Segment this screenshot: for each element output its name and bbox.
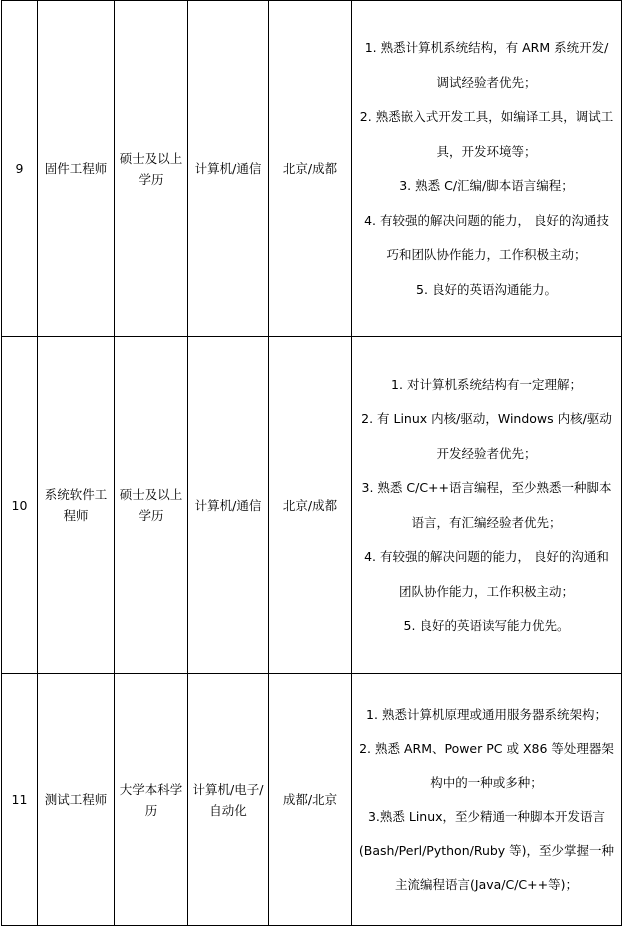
education-line: 大学本科学 <box>119 781 183 797</box>
job-title-line: 程师 <box>63 508 89 523</box>
major-line: 自动化 <box>209 802 247 818</box>
requirement-line: 5. 良好的英语读写能力优先。 <box>403 618 570 634</box>
major-line: 计算机/通信 <box>194 497 262 513</box>
education-line: 学历 <box>138 171 164 187</box>
location-line: 成都/北京 <box>282 792 338 807</box>
job-title <box>38 674 115 926</box>
job-title-line: 测试工程师 <box>44 792 108 807</box>
location-line: 北京/成都 <box>282 497 338 513</box>
requirement-line: 1. 熟悉计算机系统结构，有 ARM 系统开发/ <box>364 40 609 56</box>
requirement-line: 2. 熟悉嵌入式开发工具，如编译工具，调试工 <box>359 109 614 125</box>
education-line: 学历 <box>138 508 164 523</box>
requirement-line: (Bash/Perl/Python/Ruby 等)，至少掌握一种 <box>358 843 615 858</box>
education-line: 硕士及以上 <box>119 487 183 502</box>
requirement-line: 团队协作能力，工作积极主动； <box>398 583 574 599</box>
requirement-line: 开发经验者优先； <box>436 445 537 461</box>
job-title-line: 系统软件工 <box>44 487 108 502</box>
education-requirement <box>115 674 188 926</box>
job-requirements <box>352 337 622 674</box>
requirement-line: 2. 熟悉 ARM、Power PC 或 X86 等处理器架 <box>359 741 614 756</box>
table-row <box>2 1 622 337</box>
location-line: 北京/成都 <box>282 161 338 176</box>
table-row <box>2 337 622 674</box>
education-line: 硕士及以上 <box>119 150 183 166</box>
requirement-line: 1. 对计算机系统结构有一定理解； <box>391 376 582 392</box>
requirement-line: 3. 熟悉 C/汇编/脚本语言编程； <box>399 178 574 194</box>
requirement-line: 4. 有较强的解决问题的能力， 良好的沟通和 <box>364 549 609 565</box>
requirement-line: 1. 熟悉计算机原理或通用服务器系统架构； <box>366 707 607 722</box>
work-location <box>269 1 352 337</box>
work-location <box>269 337 352 674</box>
requirement-line: 3. 熟悉 C/C++语言编程，至少熟悉一种脚本 <box>361 480 612 496</box>
major-requirement <box>188 674 269 926</box>
job-title <box>38 337 115 674</box>
job-requirements <box>352 674 622 926</box>
requirement-line: 4. 有较强的解决问题的能力， 良好的沟通技 <box>364 212 609 228</box>
major-requirement <box>188 1 269 337</box>
requirement-line: 语言，有汇编经验者优先； <box>411 514 562 530</box>
requirement-line: 5. 良好的英语沟通能力。 <box>416 281 557 297</box>
job-title-line: 固件工程师 <box>44 161 108 176</box>
job-title <box>38 1 115 337</box>
row-number: 10 <box>2 337 38 674</box>
job-requirements <box>352 1 622 337</box>
row-number: 9 <box>2 1 38 337</box>
requirement-line: 3.熟悉 Linux，至少精通一种脚本开发语言 <box>367 809 606 824</box>
requirement-line: 2. 有 Linux 内核/驱动，Windows 内核/驱动 <box>361 411 612 427</box>
major-requirement <box>188 337 269 674</box>
requirement-line: 巧和团队协作能力，工作积极主动； <box>386 247 587 263</box>
job-requirements-table <box>1 0 622 926</box>
table-row <box>2 674 622 926</box>
education-line: 历 <box>144 802 158 818</box>
requirement-line: 调试经验者优先； <box>436 74 537 90</box>
requirement-line: 具，开发环境等； <box>436 143 537 159</box>
major-line: 计算机/电子/ <box>192 781 264 797</box>
row-number: 11 <box>2 674 38 926</box>
education-requirement <box>115 337 188 674</box>
work-location <box>269 674 352 926</box>
major-line: 计算机/通信 <box>194 161 262 176</box>
education-requirement <box>115 1 188 337</box>
requirement-line: 主流编程语言(Java/C/C++等)； <box>395 877 578 892</box>
requirement-line: 构中的一种或多种； <box>430 775 543 790</box>
